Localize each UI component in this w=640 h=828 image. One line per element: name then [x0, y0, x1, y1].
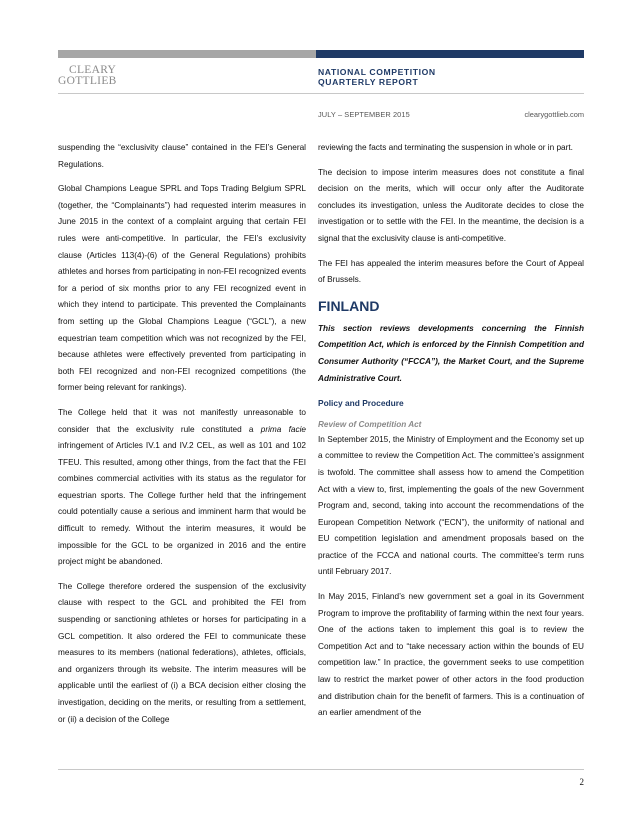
report-title	[318, 67, 436, 87]
section-intro: This section reviews developments concerning the Finnish Competition Act, which is enforced by the Finnish Competition and Consumer Authority (“FCCA”), the Market Court, and the Supreme Administrative Court.	[318, 323, 584, 383]
country-heading: FINLAND	[318, 297, 380, 314]
report-title-line1: NATIONAL COMPETITION	[318, 67, 436, 77]
paragraph: The FEI has appealed the interim measures before the Court of Appeal of Brussels.	[318, 258, 584, 285]
page-number: 2	[579, 777, 584, 787]
paragraph: Global Champions League SPRL and Tops Trading Belgium SPRL (together, the “Complainants”) had requested interim measures in June 2015 in the context of a complaint arguing that certain FEI rules were anti-competitive. In particular, the FEI’s exclusivity clause (Articles 113(4)-(6) of the General Regulations) prohibits athletes and horses from participating in non-FEI recognized events for a period of six months prior to any FEI recognized event in which they intend to participate. This prevented the Complainants from setting up the Global Champions League (“GCL”), a new equestrian team competition which was not recognized by the FEI, because athletes were effectively prevented from participating in both FEI recognized and non-FEI recognized competitions (the former being relevant for rankings).	[58, 184, 306, 393]
paragraph: In May 2015, Finland’s new government set a goal in its Government Program to improve the profitability of farming within the next four years. One of the actions taken to implement this goal is to review the Competition Act and to “take necessary action within the bounds of EU competition law.” In practice, the government seeks to use competition law to restrict the market power of other actors in the food production and distribution chain for the benefit of farmers. This is a continuation of an earlier amendment of the	[318, 592, 584, 718]
paragraph: The College therefore ordered the suspension of the exclusivity clause with respect to the GCL and prohibited the FEI from suspending or sanctioning athletes or horses for participating in a GCL competition. It also ordered the FEI to communicate these measures to its members (national federations), athletes, officials, and organizers through its website. The interim measures will be applicable until the earliest of (i) a BCA decision either closing the investigation, deciding on the merits, or resulting from a settlement, or (ii) a decision of the College	[58, 581, 306, 724]
logo-line2: GOTTLIEB	[58, 75, 117, 87]
report-title-line2: QUARTERLY REPORT	[318, 77, 419, 87]
paragraph: The decision to impose interim measures does not constitute a final decision on the merits, which will occur only after the Auditorate concludes its investigation, unless the Auditorate decides to close the investigation or to settle with the FEI. In the meantime, the decision is a signal that the exclusivity clause is anti-competitive.	[318, 167, 584, 243]
report-period: JULY – SEPTEMBER 2015	[318, 110, 410, 119]
italic-term: prima facie	[260, 424, 306, 434]
header-bar-grey	[58, 50, 316, 58]
paragraph-text: The College held that it was not manifestly unreasonable to consider that the exclusivity rule constituted a	[58, 407, 306, 434]
logo-line1: CLEARY	[69, 64, 117, 76]
firm-logo	[58, 65, 118, 87]
left-column	[58, 140, 306, 728]
paragraph-text: infringement of Articles IV.1 and IV.2 CEL, as well as 101 and 102 TFEU. This resulted, among other things, from the fact that the FEI combines commercial activities with its status as the regulator for equestrian sports. The College further held that the infringement could potentially cause a serious and imminent harm that would be difficult to remedy. Without the interim measures, it would be impossible for the GCL to be organized in 2016 and the entire project might be abandoned.	[58, 441, 306, 567]
website-link[interactable]: clearygottlieb.com	[524, 110, 584, 119]
header-bar-navy	[316, 50, 584, 58]
footer-divider	[58, 769, 584, 770]
header-color-bar	[58, 50, 584, 58]
section-heading: Policy and Procedure	[318, 398, 404, 409]
header-divider	[58, 93, 584, 94]
right-column	[318, 140, 584, 722]
subsection-heading: Review of Competition Act	[318, 419, 422, 429]
paragraph: In September 2015, the Ministry of Employment and the Economy set up a committee to review the Competition Act. The committee’s assignment is twofold. The committee shall assess how to amend the Competition Act with a view to, first, implementing the goals of the new Government Program and, second, taking into account the recommendations of the European Competition Network (“ECN”), the uniformity of national and EU competition legislation and amendment proposals based on the practice of the FCCA and national courts. The committee’s term runs until February 2017.	[318, 434, 584, 577]
paragraph: suspending the “exclusivity clause” contained in the FEI’s General Regulations.	[58, 143, 306, 169]
paragraph	[58, 405, 306, 571]
paragraph: reviewing the facts and terminating the suspension in whole or in part.	[318, 143, 573, 152]
